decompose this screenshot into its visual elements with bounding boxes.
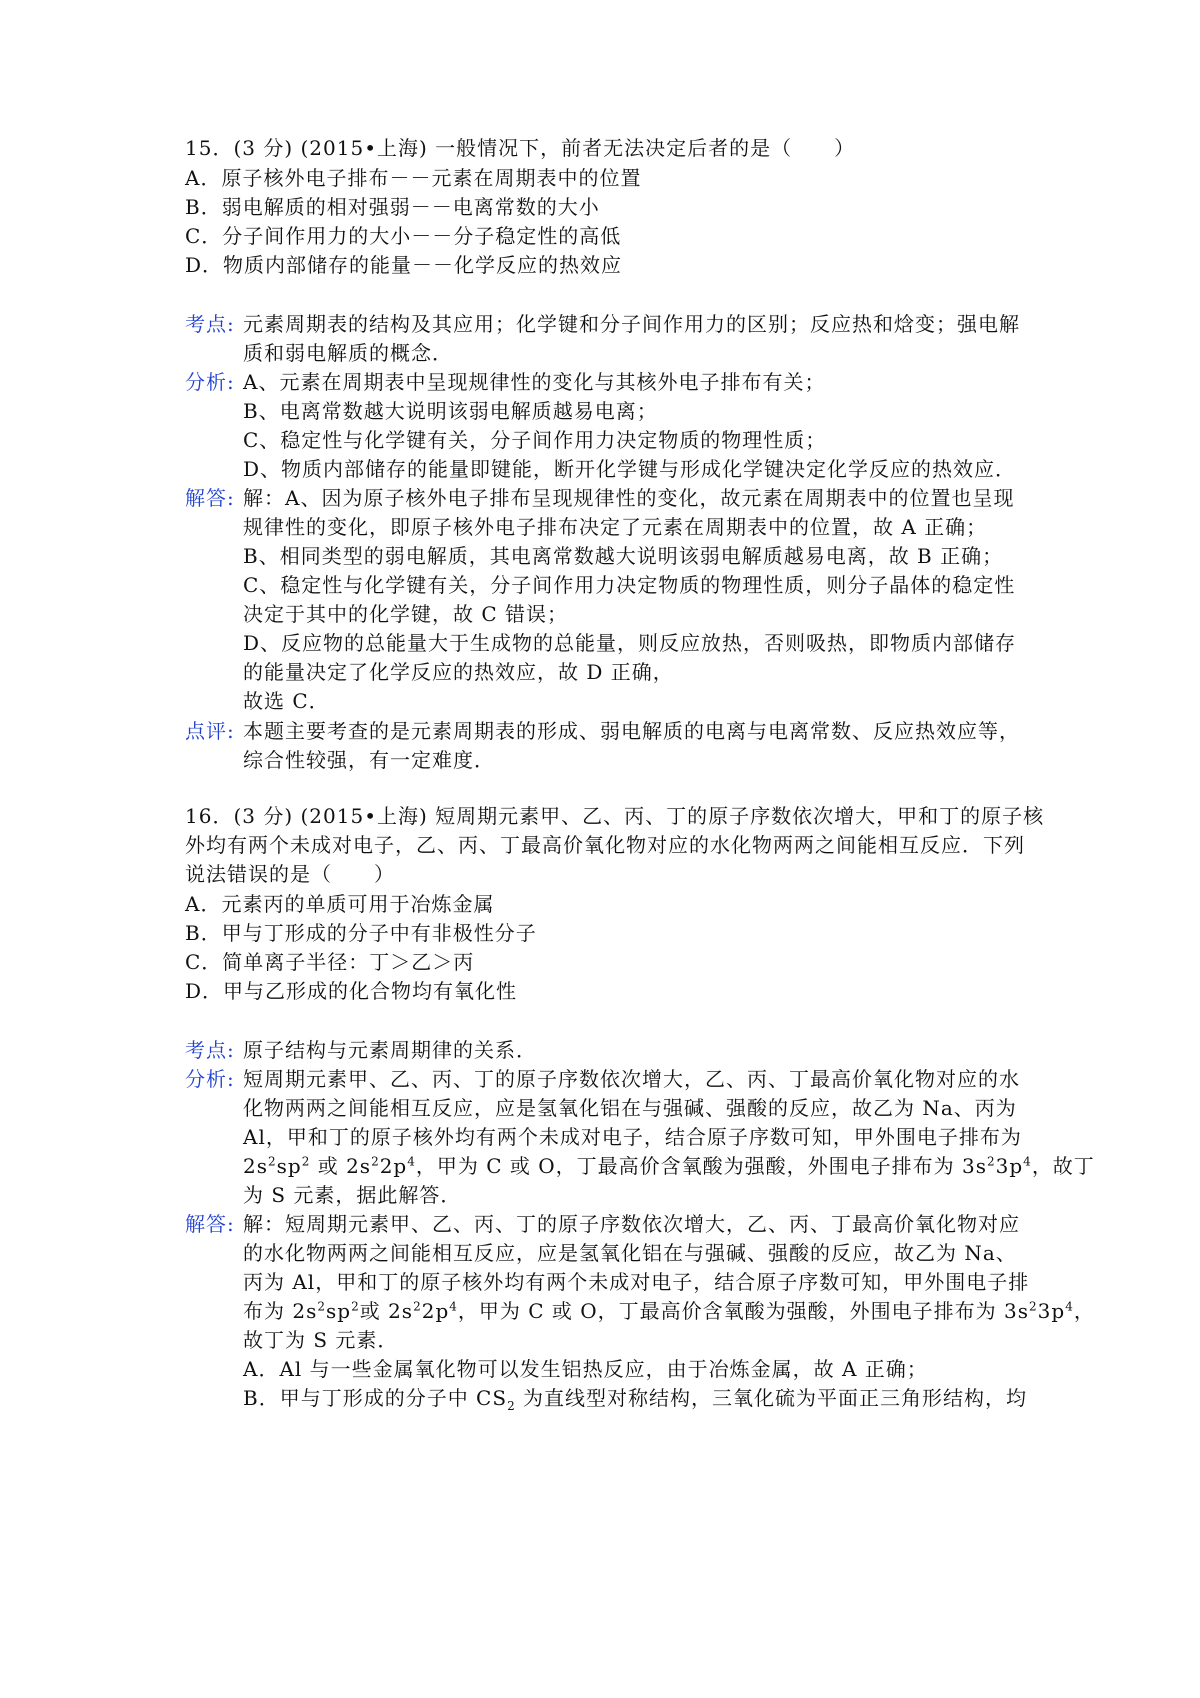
q16-jieda-line-2: 的水化物两两之间能相互反应，应是氢氧化铝在与强碱、强酸的反应，故乙为 Na、: [243, 1241, 1017, 1265]
q16-jieda-line-7: [243, 1383, 1027, 1413]
q15-option-d: D．物质内部储存的能量－－化学反应的热效应: [185, 253, 623, 277]
text-run: B．甲与丁形成的分子中 CS: [243, 1386, 508, 1410]
q15-fenxi-label: 分析:: [185, 370, 235, 394]
text-run: 3p: [995, 1154, 1024, 1178]
text-run: sp: [276, 1154, 302, 1178]
q16-kaodian-line-1: 原子结构与元素周期律的关系．: [243, 1038, 537, 1062]
q15-jieda-line-6: D、反应物的总能量大于生成物的总能量，则反应放热，否则吸热，即物质内部储存: [243, 631, 1017, 655]
text-run: 或 2s: [310, 1154, 372, 1178]
q15-jieda-line-2: 规律性的变化，即原子核外电子排布决定了元素在周期表中的位置，故 A 正确；: [243, 515, 988, 539]
q16-fenxi-line-5: 为 S 元素，据此解答．: [243, 1183, 462, 1207]
q16-option-b: B．甲与丁形成的分子中有非极性分子: [185, 921, 537, 945]
text-run: 3p: [1037, 1299, 1066, 1323]
text-run: 为直线型对称结构，三氧化硫为平面正三角形结构，均: [515, 1386, 1028, 1410]
question-16-stem-line-1: 16．(3 分) (2015•上海) 短周期元素甲、乙、丙、丁的原子序数依次增大，甲和丁的原子核: [185, 804, 1045, 828]
superscript: 4: [407, 1154, 416, 1169]
q16-option-d: D．甲与乙形成的化合物均有氧化性: [185, 979, 518, 1003]
q16-jieda-label: 解答:: [185, 1212, 235, 1236]
q15-kaodian-line-1: 元素周期表的结构及其应用；化学键和分子间作用力的区别；反应热和焓变；强电解: [243, 312, 1020, 336]
q16-fenxi-line-3: Al，甲和丁的原子核外均有两个未成对电子，结合原子序数可知，甲外围电子排布为: [243, 1125, 1022, 1149]
q15-jieda-line-5: 决定于其中的化学键，故 C 错误；: [243, 602, 569, 626]
q16-option-c: C．简单离子半径：丁＞乙＞丙: [185, 950, 475, 974]
q15-jieda-line-4: C、稳定性与化学键有关，分子间作用力决定物质的物理性质，则分子晶体的稳定性: [243, 573, 1016, 597]
superscript: 2: [351, 1299, 360, 1314]
superscript: 2: [371, 1154, 380, 1169]
text-run: 2s: [243, 1154, 268, 1178]
superscript: 2: [317, 1299, 326, 1314]
question-16-stem-line-2: 外均有两个未成对电子，乙、丙、丁最高价氧化物对应的水化物两两之间能相互反应．下列: [185, 833, 1025, 857]
q15-jieda-label: 解答:: [185, 486, 235, 510]
q15-jieda-line-7: 的能量决定了化学反应的热效应，故 D 正确，: [243, 660, 674, 684]
q15-dianping-line-1: 本题主要考查的是元素周期表的形成、弱电解质的电离与电离常数、反应热效应等，: [243, 719, 1020, 743]
q16-jieda-line-5: 故丁为 S 元素．: [243, 1328, 399, 1352]
text-run: 2p: [421, 1299, 450, 1323]
q16-jieda-line-3: 丙为 Al，甲和丁的原子核外均有两个未成对电子，结合原子序数可知，甲外围电子排: [243, 1270, 1030, 1294]
q15-kaodian-line-2: 质和弱电解质的概念．: [243, 341, 453, 365]
superscript: 2: [987, 1154, 996, 1169]
text-run: ，甲为 C 或 O，丁最高价含氧酸为强酸，外围电子排布为 3s: [415, 1154, 987, 1178]
q16-fenxi-line-1: 短周期元素甲、乙、丙、丁的原子序数依次增大，乙、丙、丁最高价氧化物对应的水: [243, 1067, 1020, 1091]
q15-option-b: B．弱电解质的相对强弱－－电离常数的大小: [185, 195, 600, 219]
text-run: sp: [326, 1299, 352, 1323]
superscript: 2: [1029, 1299, 1038, 1314]
q15-option-c: C．分子间作用力的大小－－分子稳定性的高低: [185, 224, 622, 248]
q16-jieda-line-1: 解：短周期元素甲、乙、丙、丁的原子序数依次增大，乙、丙、丁最高价氧化物对应: [243, 1212, 1020, 1236]
text-run: 布为 2s: [243, 1299, 318, 1323]
q16-fenxi-label: 分析:: [185, 1067, 235, 1091]
q15-jieda-line-8: 故选 C．: [243, 689, 330, 713]
superscript: 2: [301, 1154, 311, 1169]
q15-dianping-label: 点评:: [185, 719, 235, 743]
q15-jieda-line-1: 解：A、因为原子核外电子排布呈现规律性的变化，故元素在周期表中的位置也呈现: [243, 486, 1015, 510]
text-run: ，甲为 C 或 O，丁最高价含氧酸为强酸，外围电子排布为 3s: [457, 1299, 1030, 1323]
q15-kaodian-label: 考点:: [185, 312, 235, 336]
subscript: 2: [507, 1399, 516, 1413]
q15-fenxi-line-3: C、稳定性与化学键有关，分子间作用力决定物质的物理性质；: [243, 428, 827, 452]
superscript: 2: [268, 1154, 277, 1169]
q16-jieda-line-4: [243, 1296, 1095, 1326]
superscript: 2: [413, 1299, 422, 1314]
q16-fenxi-line-2: 化物两两之间能相互反应，应是氢氧化铝在与强碱、强酸的反应，故乙为 Na、丙为: [243, 1096, 1017, 1120]
question-15-stem: 15．(3 分) (2015•上海) 一般情况下，前者无法决定后者的是（ ）: [185, 136, 856, 160]
q15-fenxi-line-4: D、物质内部储存的能量即键能，断开化学键与形成化学键决定化学反应的热效应．: [243, 457, 1017, 481]
text-run: ，: [1073, 1299, 1095, 1323]
q15-option-a: A．原子核外电子排布－－元素在周期表中的位置: [185, 166, 642, 190]
q15-dianping-line-2: 综合性较强，有一定难度．: [243, 748, 495, 772]
q16-option-a: A．元素丙的单质可用于冶炼金属: [185, 892, 495, 916]
q16-fenxi-line-4: [243, 1151, 1095, 1181]
superscript: 4: [1023, 1154, 1032, 1169]
q15-fenxi-line-1: A、元素在周期表中呈现规律性的变化与其核外电子排布有关；: [243, 370, 826, 394]
q15-fenxi-line-2: B、电离常数越大说明该弱电解质越易电离；: [243, 399, 658, 423]
q16-kaodian-label: 考点:: [185, 1038, 235, 1062]
text-run: 2p: [379, 1154, 408, 1178]
superscript: 4: [449, 1299, 458, 1314]
question-16-stem-line-3: 说法错误的是（ ）: [185, 862, 395, 886]
superscript: 4: [1065, 1299, 1074, 1314]
q15-jieda-line-3: B、相同类型的弱电解质，其电离常数越大说明该弱电解质越易电离，故 B 正确；: [243, 544, 1004, 568]
text-run: 或 2s: [359, 1299, 414, 1323]
text-run: ，故丁: [1031, 1154, 1095, 1178]
q16-jieda-line-6: A．Al 与一些金属氧化物可以发生铝热反应，由于冶炼金属，故 A 正确；: [243, 1357, 928, 1381]
